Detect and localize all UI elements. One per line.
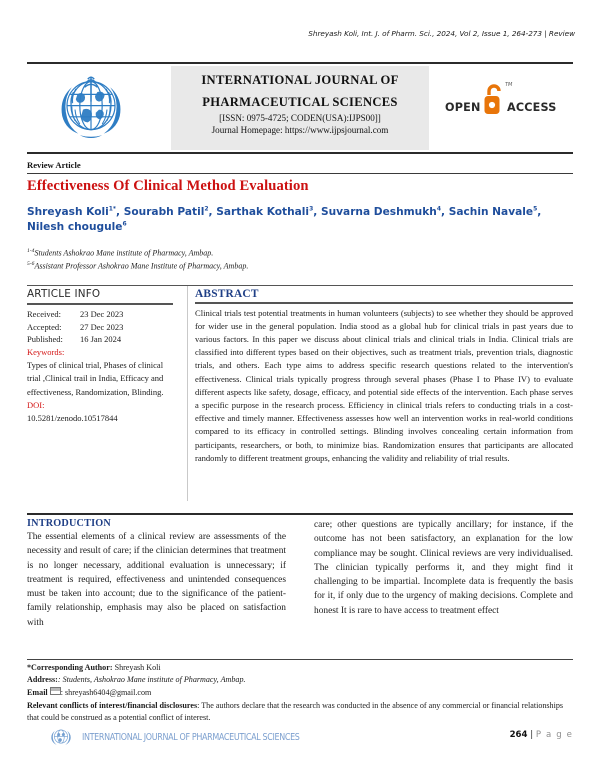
journal-title-line1: INTERNATIONAL JOURNAL OF	[201, 73, 399, 87]
affiliations	[27, 247, 567, 273]
email-label: Email	[27, 687, 48, 697]
info-band-rule	[27, 285, 573, 286]
date-row	[27, 308, 179, 321]
footer-emblem-icon	[50, 726, 72, 748]
corresponding-email-line	[27, 687, 573, 699]
page-separator: |	[530, 730, 534, 740]
doi-value: 10.5281/zenodo.10517844	[27, 412, 118, 423]
page-title: Effectiveness Of Clinical Method Evaluation	[27, 178, 309, 194]
email-value: : shreyash6404@gmail.com	[60, 687, 152, 697]
page-word: P a g e	[535, 730, 573, 740]
date-value: 23 Dec 2023	[80, 308, 124, 319]
corresponding-rule	[27, 659, 573, 660]
corresponding-author-block	[27, 662, 573, 724]
article-info-heading: ARTICLE INFO	[27, 288, 101, 300]
abstract-column	[195, 288, 573, 465]
date-label: Received:	[27, 308, 61, 319]
journal-issn: [ISSN: 0975-4725; CODEN(USA):IJPS00]]	[219, 113, 381, 124]
section-heading-introduction: INTRODUCTION	[27, 518, 111, 529]
band-divider	[187, 286, 188, 501]
date-label: Published:	[27, 334, 63, 345]
body-column-right	[314, 518, 573, 618]
open-lock-icon	[483, 84, 505, 121]
open-access-open-label: OPEN	[445, 101, 481, 114]
journal-masthead	[27, 66, 573, 150]
running-head: Shreyash Koli, Int. J. of Pharm. Sci., 2024, Vol 2, Issue 1, 264-273 | Review	[308, 29, 575, 38]
introduction-paragraph-left: The essential elements of a clinical review are assessments of the necessity and result of care; if the clinician determines that treatment is no longer necessary, additional evaluation is unnecessary; if treatment is required, effectiveness and unintended consequences must be taken into account; due to the significance of the patient-family relationship, emphasis may also be placed on satisfaction with	[27, 532, 286, 628]
corresponding-author-value: Shreyash Koli	[114, 663, 161, 672]
page-footer	[27, 726, 573, 752]
date-row	[27, 333, 179, 346]
masthead-title-box	[171, 66, 429, 150]
date-value: 27 Dec 2023	[80, 321, 124, 332]
address-value-text: Students, Ashokrao Mane institute of Pharmacy, Ambap.	[62, 675, 246, 685]
article-type-label: Review Article	[27, 160, 81, 170]
body-column-left	[27, 518, 286, 630]
info-abstract-band	[27, 288, 573, 511]
mail-icon	[50, 687, 61, 695]
open-access-badge	[445, 82, 573, 130]
address-label: Address:	[27, 675, 58, 685]
journal-emblem-icon	[50, 68, 132, 148]
footer-journal-name: INTERNATIONAL JOURNAL OF PHARMACEUTICAL SCIENCES	[82, 731, 300, 743]
introduction-paragraph-right: care; other questions are typically ancillary; for instance, if the outcome has not been satisfactory, an explanation for the low compliance may be sought. Clinical reviews are very individualised. The clinician typically performs it, and they might find it challenging to be impartial. Incomplete data is frequently the basis for it, if only due to the urgency of making decisions. Complete and honest It is rare to have access to treatment effect	[314, 520, 573, 616]
abstract-heading: ABSTRACT	[195, 288, 259, 300]
page-number-indicator	[510, 730, 573, 740]
body-columns	[27, 518, 573, 658]
header-rule-bottom	[27, 152, 573, 154]
article-dates	[27, 308, 179, 347]
affiliation-line-1: $^{1-4}$Students Ashokrao Mane institute of Pharmacy, Ambap.	[27, 248, 214, 258]
date-value: 16 Jan 2024	[80, 334, 122, 345]
article-type-rule	[27, 173, 573, 174]
intro-rule	[27, 513, 573, 515]
article-info-column	[27, 288, 179, 425]
corresponding-address-line	[27, 674, 573, 686]
author-list: Shreyash Koli$^{1*}$, Sourabh Patil$^2$, Sarthak Kothali$^3$, Suvarna Deshmukh$^4$, Sachin Navale$^5$, Nilesh chougule$^6$	[27, 205, 542, 234]
disclosure-label: Relevant conflicts of interest/financial disclosures	[27, 700, 198, 710]
journal-homepage: Journal Homepage: https://www.ijpsjournal.com	[211, 125, 389, 136]
header-rule-top	[27, 62, 573, 64]
date-label: Accepted:	[27, 321, 62, 332]
page-number: 264	[509, 730, 528, 740]
open-access-tm-label: TM	[505, 82, 513, 88]
open-access-access-label: ACCESS	[507, 101, 557, 114]
address-value: : Students, Ashokrao Mane institute of Pharmacy, Ambap.	[57, 675, 246, 685]
keywords-label: Keywords:	[27, 347, 65, 358]
corresponding-author-line	[27, 662, 573, 674]
journal-title-line2: PHARMACEUTICAL SCIENCES	[202, 95, 398, 110]
disclosure-value: : The authors declare that the research was conducted in the absence of any commercial or financial relationships that could be construed as a potential conflict of interest.	[27, 700, 564, 723]
abstract-rule	[195, 302, 573, 304]
keywords-value: Types of clinical trial, Phases of clinical trial ,Clinical trail in India, Efficacy and effectiveness, Randomization, Blinding.	[27, 360, 164, 397]
conflict-disclosure-line	[27, 700, 573, 724]
doi-label: DOI:	[27, 399, 45, 410]
date-row	[27, 321, 179, 334]
affiliation-line-2: $^{5-6}$Assistant Professor Ashokrao Mane Institute of Pharmacy, Ambap.	[27, 261, 249, 271]
corresponding-author-label: *Corresponding Author:	[27, 663, 113, 672]
abstract-text: Clinical trials test potential treatments in human volunteers (subjects) to see whether they should be approved for wider use in the general population. India stood as a global hub for clinical trials in past years due to various factors. In this paper we discuss about clinical trials and clinical trials in India. Clinical trials are classified into different types based on their objectives, such as treatment trials, prevention trials, diagnostic trials, and others. Each type aims to address specific research questions related to the intervention's effectiveness. Clinical trials typically progress through several phases (Phase I to Phase IV) to evaluate different aspects like safety, dosage, efficacy, and potential side effects of the intervention. Each phase serves a specific purpose in the research process. Efficiency in clinical trials refers to conducting trials in a cost-effective and timely manner. Effectiveness assesses how well an intervention works in real-world conditions compared to its efficacy in controlled settings. Blinding involves concealing certain information from participants, researchers, or both, to minimize bias. Randomization ensures that participants are allocated randomly to different treatment groups, enhancing the validity and reliability of trial results.	[195, 307, 573, 463]
article-info-rule	[27, 303, 173, 305]
